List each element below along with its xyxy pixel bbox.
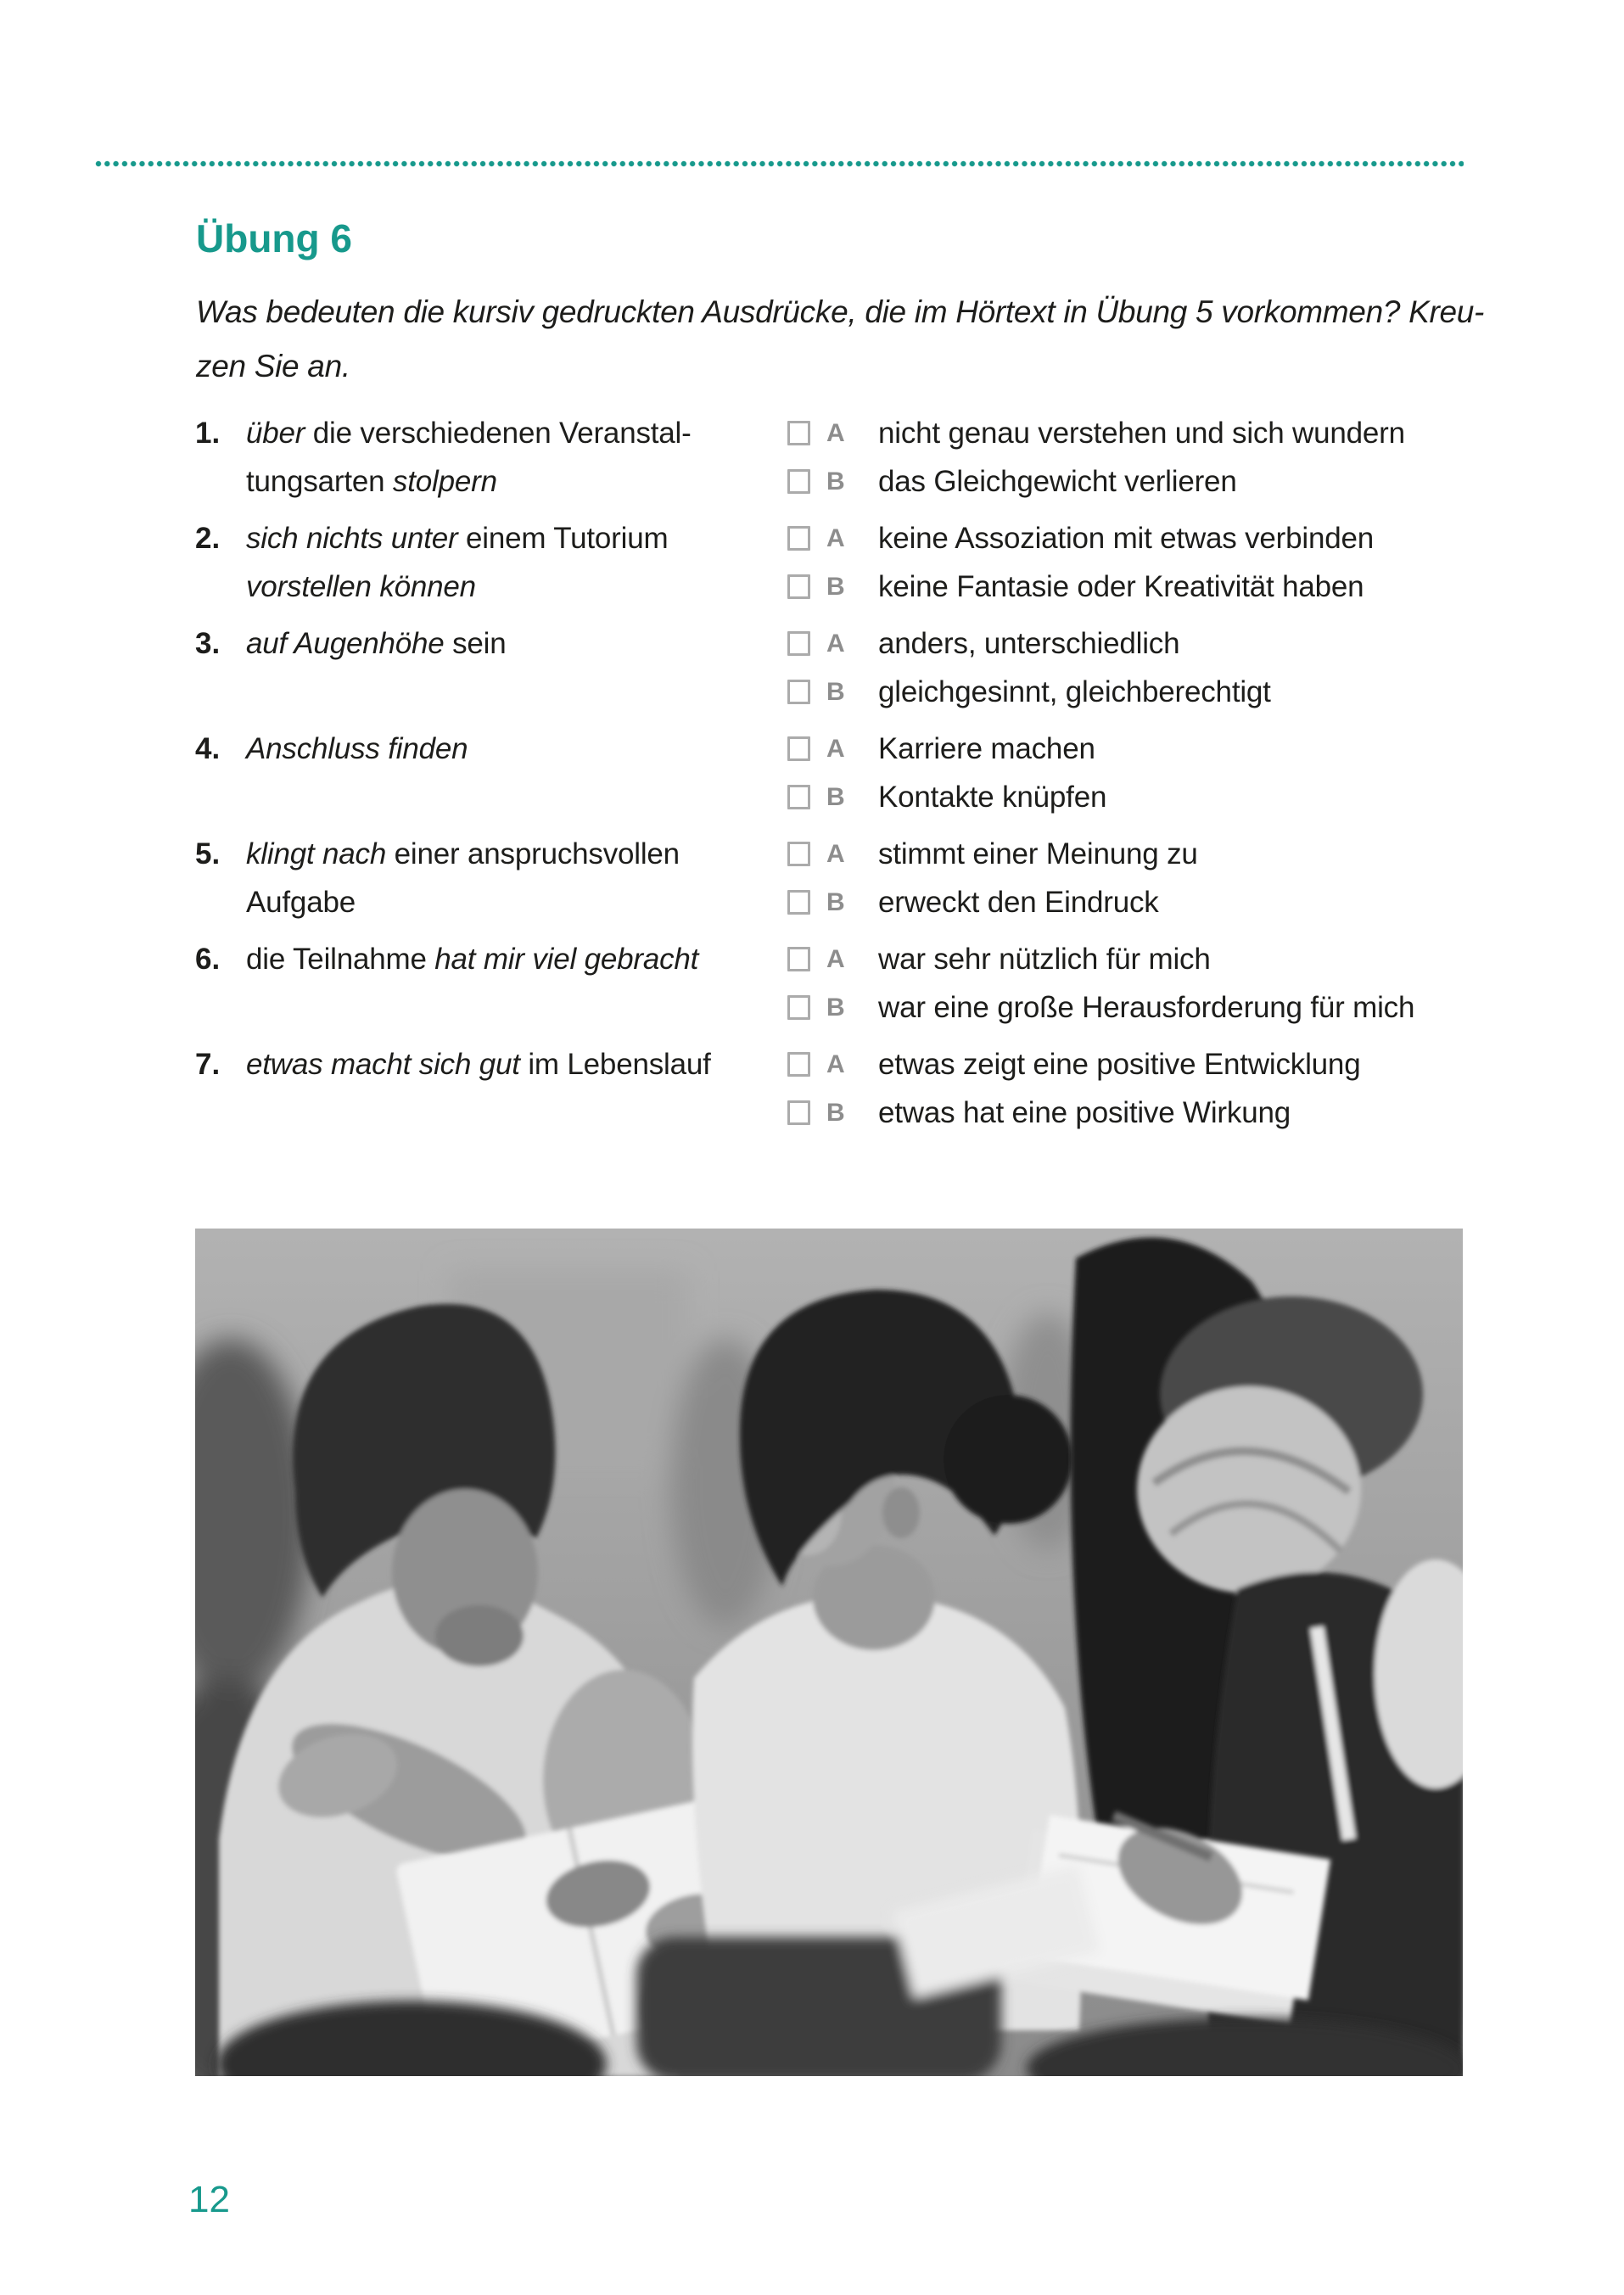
phrase-line [246,514,787,563]
option-text: erweckt den Eindruck [878,885,1159,919]
item-phrase [246,409,787,506]
option-text: etwas zeigt eine positive Entwicklung [878,1047,1361,1081]
item-options [787,409,1463,506]
option-row-b [787,563,1463,611]
item-options [787,514,1463,611]
item-number: 4. [195,732,221,765]
item-number: 2. [195,522,221,555]
answer-checkbox[interactable] [787,995,810,1020]
exercise-item-6 [195,935,1463,1032]
phrase-segment-italic: etwas macht sich gut [246,1048,520,1081]
option-text: Karriere machen [878,731,1095,765]
item-number: 3. [195,627,221,660]
item-options [787,619,1463,716]
exercise-title: Übung 6 [196,216,352,260]
phrase-line [246,619,787,668]
answer-checkbox[interactable] [787,421,810,445]
option-text: keine Assoziation mit etwas verbinden [878,521,1375,555]
item-options [787,830,1463,926]
option-letter: A [826,944,845,973]
answer-checkbox[interactable] [787,842,810,866]
option-text: war eine große Herausforderung für mich [878,990,1415,1024]
option-row-a [787,514,1463,563]
option-letter: B [826,467,845,495]
phrase-segment-italic: vorstellen können [246,570,476,603]
option-row-a [787,619,1463,668]
answer-checkbox[interactable] [787,947,810,971]
item-number: 7. [195,1048,221,1081]
option-row-a [787,830,1463,878]
answer-checkbox[interactable] [787,1052,810,1077]
instruction-line-1: Was bedeuten die kursiv gedruckten Ausdrücke, die im Hörtext in Übung 5 vorkommen? Kreu- [196,294,1485,329]
item-options [787,1040,1463,1137]
phrase-segment: die verschiedenen Veranstal- [305,417,692,450]
phrase-segment-italic: auf Augenhöhe [246,627,445,660]
phrase-line [246,878,787,926]
phrase-segment: tungsarten [246,465,393,498]
answer-checkbox[interactable] [787,469,810,494]
phrase-segment: Aufgabe [246,886,356,919]
section-divider-dotted-line [95,160,1464,167]
phrase-segment: sein [444,627,507,660]
answer-checkbox[interactable] [787,1100,810,1125]
exercise-list [195,409,1463,1145]
answer-checkbox[interactable] [787,574,810,599]
answer-checkbox[interactable] [787,890,810,915]
option-text: war sehr nützlich für mich [878,942,1211,976]
exercise-instruction [196,285,1484,394]
exercise-item-4 [195,725,1463,821]
page-number: 12 [188,2179,230,2220]
exercise-item-1 [195,409,1463,506]
item-phrase [246,619,787,668]
answer-checkbox[interactable] [787,680,810,704]
option-text: nicht genau verstehen und sich wundern [878,416,1405,450]
option-row-b [787,983,1463,1032]
option-letter: A [826,734,845,763]
option-row-b [787,668,1463,716]
option-text: keine Fantasie oder Kreativität haben [878,569,1364,603]
option-row-a [787,725,1463,773]
phrase-segment-italic: über [246,417,305,450]
item-phrase [246,830,787,926]
option-letter: A [826,1050,845,1078]
exercise-item-7 [195,1040,1463,1137]
exercise-item-5 [195,830,1463,926]
option-text: gleichgesinnt, gleichberechtigt [878,675,1271,708]
option-letter: B [826,993,845,1022]
phrase-segment: einem Tutorium [457,522,669,555]
option-letter: A [826,839,845,868]
phrase-line [246,457,787,506]
item-options [787,935,1463,1032]
item-number: 5. [195,837,221,870]
answer-checkbox[interactable] [787,631,810,656]
option-text: stimmt einer Meinung zu [878,837,1198,870]
option-letter: B [826,1098,845,1127]
phrase-segment: einer anspruchsvollen [386,837,680,870]
exercise-item-2 [195,514,1463,611]
option-row-a [787,1040,1463,1089]
answer-checkbox[interactable] [787,736,810,761]
option-row-b [787,457,1463,506]
option-row-b [787,773,1463,821]
option-row-a [787,409,1463,457]
phrase-line [246,830,787,878]
option-letter: A [826,629,845,658]
item-phrase [246,725,787,773]
option-letter: B [826,887,845,916]
option-letter: A [826,523,845,552]
option-row-a [787,935,1463,983]
answer-checkbox[interactable] [787,785,810,809]
phrase-line [246,409,787,457]
phrase-segment: im Lebenslauf [519,1048,711,1081]
option-text: anders, unterschiedlich [878,626,1180,660]
students-photo [195,1229,1463,2076]
phrase-segment-italic: stolpern [392,465,497,498]
phrase-segment: die Teilnahme [246,943,435,976]
item-phrase [246,935,787,983]
item-number: 1. [195,417,221,450]
option-text: Kontakte knüpfen [878,780,1107,814]
option-letter: B [826,677,845,706]
option-letter: B [826,572,845,601]
option-row-b [787,878,1463,926]
phrase-segment-italic: sich nichts unter [246,522,458,555]
option-letter: A [826,418,845,447]
item-phrase [246,514,787,611]
phrase-line [246,563,787,611]
option-text: etwas hat eine positive Wirkung [878,1095,1291,1129]
phrase-segment-italic: klingt nach [246,837,387,870]
phrase-line [246,1040,787,1089]
option-row-b [787,1089,1463,1137]
item-options [787,725,1463,821]
phrase-line [246,725,787,773]
answer-checkbox[interactable] [787,526,810,551]
phrase-line [246,935,787,983]
instruction-line-2: zen Sie an. [196,349,350,383]
item-phrase [246,1040,787,1089]
option-letter: B [826,782,845,811]
exercise-item-3 [195,619,1463,716]
phrase-segment-italic: hat mir viel gebracht [434,943,699,976]
option-text: das Gleichgewicht verlieren [878,464,1237,498]
phrase-segment-italic: Anschluss finden [246,732,468,765]
item-number: 6. [195,943,221,976]
